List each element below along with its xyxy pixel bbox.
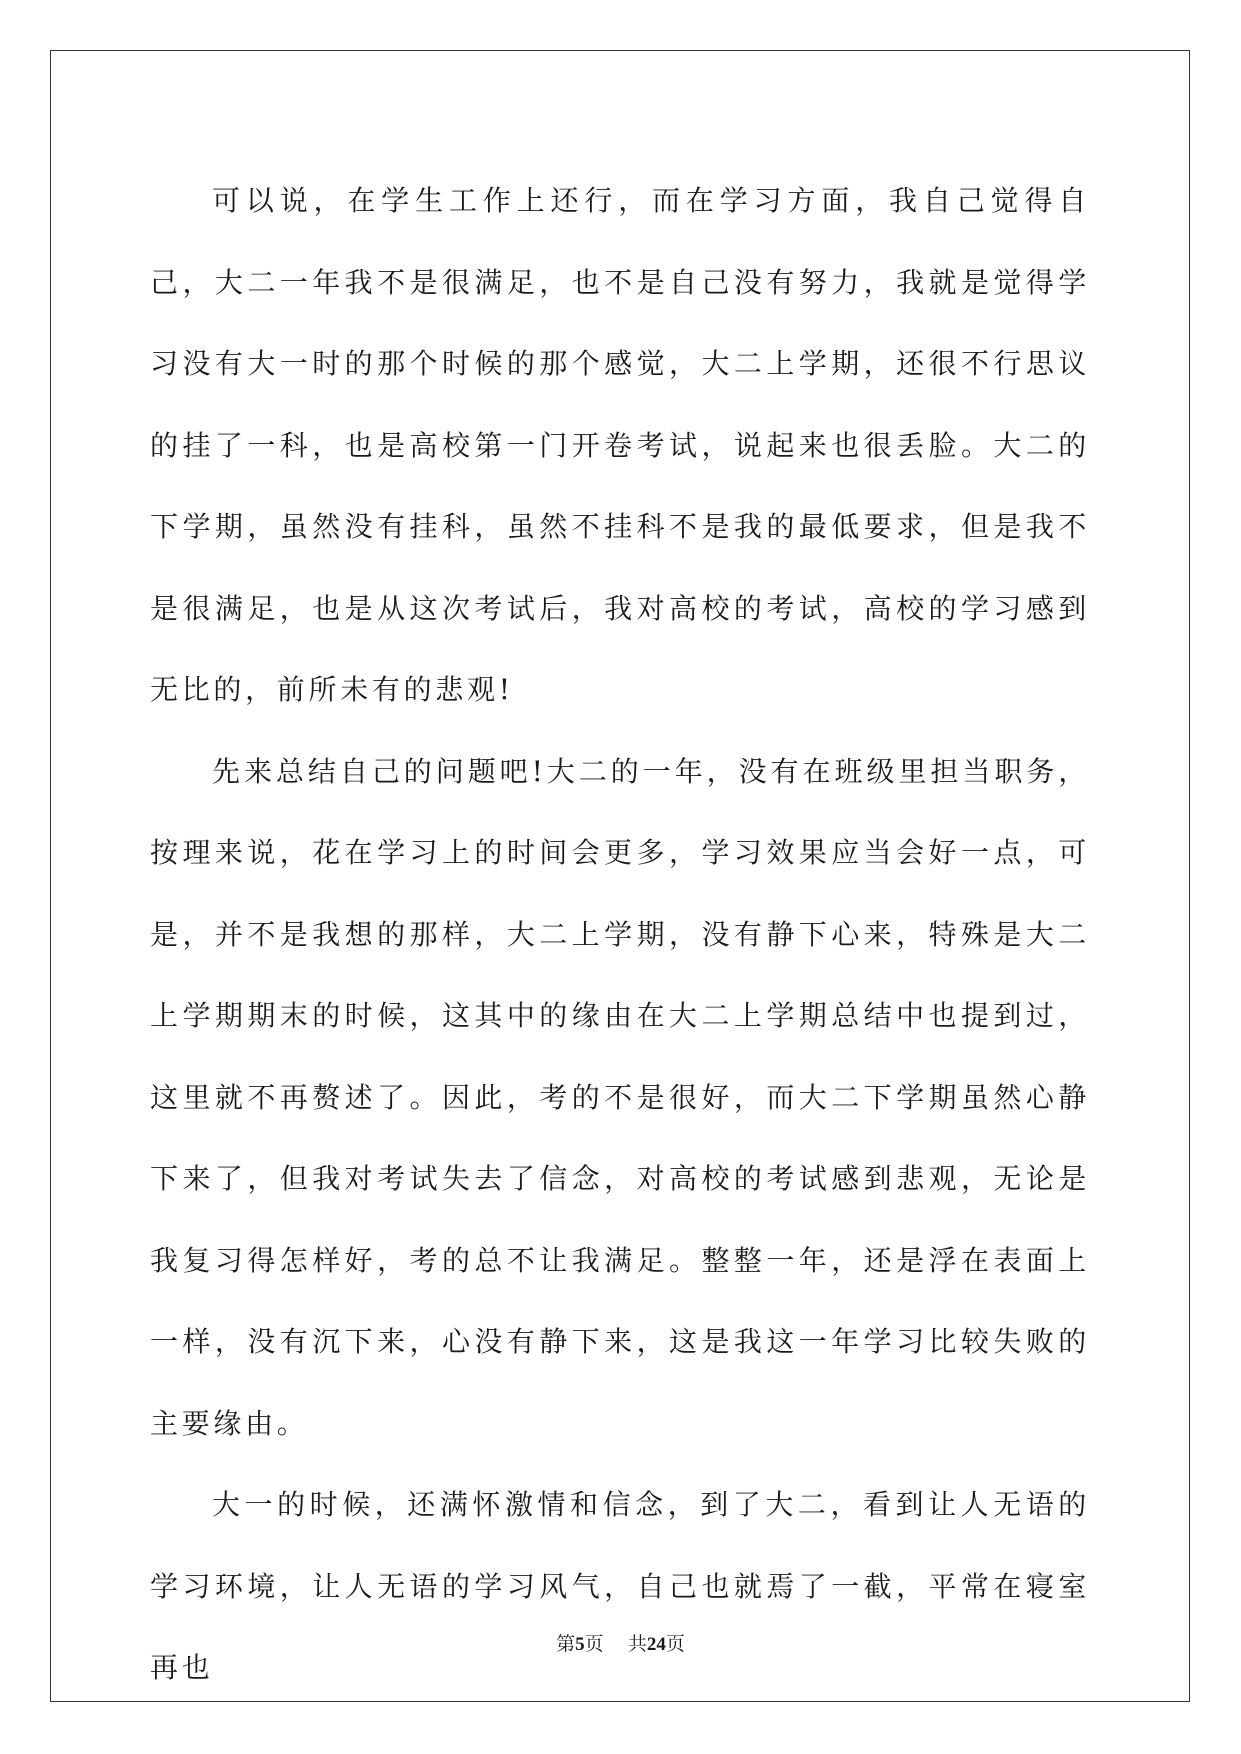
total-pages-number: 24 — [646, 1634, 666, 1655]
current-page-number: 5 — [575, 1634, 585, 1655]
document-body — [150, 160, 1090, 1709]
footer-total-suffix: 页 — [665, 1633, 685, 1655]
paragraph-3: 大一的时候，还满怀激情和信念，到了大二，看到让人无语的学习环境，让人无语的学习风气，自己也就焉了一截，平常在寝室再也 — [150, 1488, 1090, 1684]
paragraph-2: 先来总结自己的问题吧!大二的一年，没有在班级里担当职务，按理来说，花在学习上的时间会更多，学习效果应当会好一点，可是，并不是我想的那样，大二上学期，没有静下心来，特殊是大二上学期期末的时候，这其中的缘由在大二上学期总结中也提到过，这里就不再赘述了。因此，考的不是很好，而大二下学期虽然心静下来了，但我对考试失去了信念，对高校的考试感到悲观，无论是我复习得怎样好，考的总不让我满足。整整一年，还是浮在表面上一样，没有沉下来，心没有静下来，这是我这一年学习比较失败的主要缘由。 — [150, 754, 1090, 1440]
page-footer — [0, 1632, 1241, 1657]
paragraph-1: 可以说，在学生工作上还行，而在学习方面，我自己觉得自己，大二一年我不是很满足，也不是自己没有努力，我就是觉得学习没有大一时的那个时候的那个感觉，大二上学期，还很不行思议的挂了一科，也是高校第一门开卷考试，说起来也很丢脸。大二的下学期，虽然没有挂科，虽然不挂科不是我的最低要求，但是我不是很满足，也是从这次考试后，我对高校的考试，高校的学习感到无比的，前所未有的悲观! — [150, 184, 1090, 706]
footer-total-prefix: 共 — [627, 1633, 647, 1655]
footer-prefix: 第 — [556, 1633, 576, 1655]
footer-page-suffix: 页 — [584, 1633, 604, 1655]
